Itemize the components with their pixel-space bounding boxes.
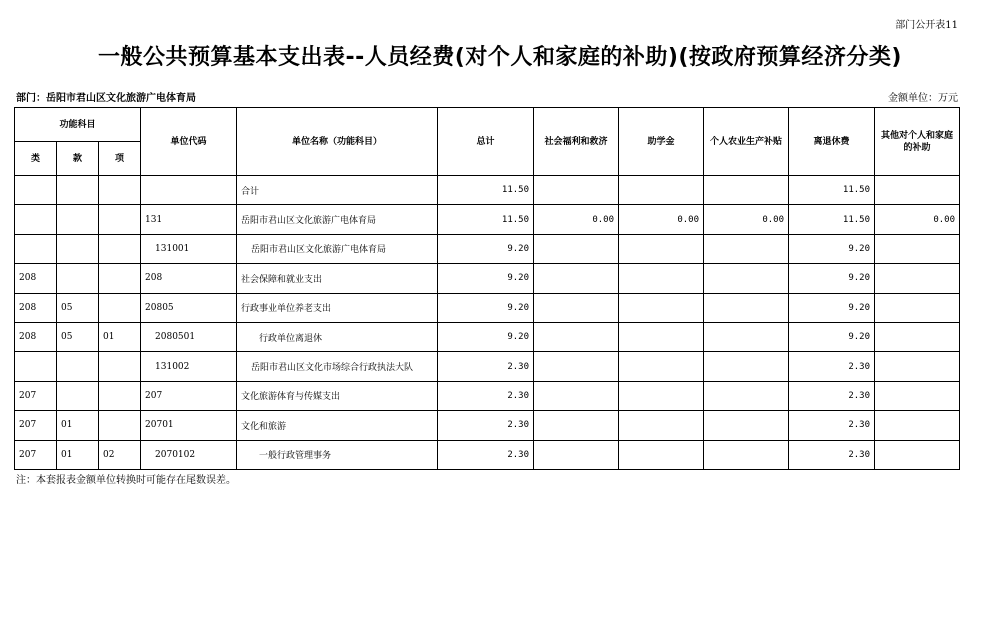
cell-retire: 9.20 xyxy=(789,234,875,263)
form-number: 部门公开表11 xyxy=(895,20,958,31)
table-row xyxy=(15,205,960,234)
cell-agri xyxy=(704,411,789,440)
cell-code: 131001 xyxy=(141,234,237,263)
cell-name: 岳阳市君山区文化旅游广电体育局 xyxy=(237,205,438,234)
header-retire: 离退休费 xyxy=(789,108,875,176)
cell-other xyxy=(875,234,960,263)
cell-welfare xyxy=(534,176,619,205)
cell-lei xyxy=(15,234,57,263)
table-row xyxy=(15,234,960,263)
cell-total: 9.20 xyxy=(438,234,534,263)
cell-welfare xyxy=(534,322,619,351)
cell-xiang xyxy=(99,234,141,263)
cell-lei xyxy=(15,352,57,381)
header-other: 其他对个人和家庭的补助 xyxy=(875,108,960,176)
cell-grant xyxy=(619,234,704,263)
cell-kuan: 05 xyxy=(57,293,99,322)
cell-name: 社会保障和就业支出 xyxy=(237,264,438,293)
cell-xiang xyxy=(99,205,141,234)
cell-name: 岳阳市君山区文化旅游广电体育局 xyxy=(237,234,438,263)
header-kuan: 款 xyxy=(57,142,99,176)
table-row xyxy=(15,352,960,381)
header-agri: 个人农业生产补贴 xyxy=(704,108,789,176)
cell-agri xyxy=(704,176,789,205)
cell-total: 2.30 xyxy=(438,411,534,440)
cell-kuan: 01 xyxy=(57,440,99,469)
table-row xyxy=(15,411,960,440)
cell-xiang xyxy=(99,176,141,205)
cell-kuan xyxy=(57,264,99,293)
cell-code xyxy=(141,176,237,205)
cell-agri xyxy=(704,264,789,293)
cell-welfare xyxy=(534,293,619,322)
cell-lei: 207 xyxy=(15,440,57,469)
budget-table xyxy=(14,107,960,470)
cell-kuan xyxy=(57,234,99,263)
cell-lei xyxy=(15,205,57,234)
cell-code: 208 xyxy=(141,264,237,293)
cell-code: 131 xyxy=(141,205,237,234)
cell-other xyxy=(875,352,960,381)
cell-grant xyxy=(619,352,704,381)
cell-welfare: 0.00 xyxy=(534,205,619,234)
cell-name: 行政单位离退休 xyxy=(237,322,438,351)
cell-agri: 0.00 xyxy=(704,205,789,234)
cell-retire: 11.50 xyxy=(789,176,875,205)
cell-code: 2080501 xyxy=(141,322,237,351)
cell-total: 11.50 xyxy=(438,176,534,205)
cell-name: 文化和旅游 xyxy=(237,411,438,440)
cell-lei xyxy=(15,176,57,205)
cell-total: 11.50 xyxy=(438,205,534,234)
cell-grant xyxy=(619,264,704,293)
cell-kuan xyxy=(57,205,99,234)
header-welfare: 社会福利和救济 xyxy=(534,108,619,176)
cell-grant xyxy=(619,322,704,351)
cell-agri xyxy=(704,381,789,410)
cell-retire: 9.20 xyxy=(789,293,875,322)
cell-name: 合计 xyxy=(237,176,438,205)
cell-lei: 207 xyxy=(15,381,57,410)
header-xiang: 项 xyxy=(99,142,141,176)
cell-total: 9.20 xyxy=(438,264,534,293)
cell-agri xyxy=(704,322,789,351)
cell-welfare xyxy=(534,381,619,410)
cell-name: 文化旅游体育与传媒支出 xyxy=(237,381,438,410)
table-header xyxy=(15,108,960,176)
cell-lei: 207 xyxy=(15,411,57,440)
header-total: 总计 xyxy=(438,108,534,176)
cell-retire: 2.30 xyxy=(789,440,875,469)
table-row xyxy=(15,176,960,205)
department-label: 部门：岳阳市君山区文化旅游广电体育局 xyxy=(16,93,196,104)
cell-kuan xyxy=(57,176,99,205)
cell-other xyxy=(875,411,960,440)
cell-xiang xyxy=(99,411,141,440)
cell-name: 行政事业单位养老支出 xyxy=(237,293,438,322)
cell-welfare xyxy=(534,411,619,440)
cell-xiang xyxy=(99,381,141,410)
cell-lei: 208 xyxy=(15,264,57,293)
cell-other xyxy=(875,381,960,410)
cell-total: 2.30 xyxy=(438,381,534,410)
cell-kuan: 01 xyxy=(57,411,99,440)
cell-total: 2.30 xyxy=(438,352,534,381)
cell-agri xyxy=(704,440,789,469)
cell-grant xyxy=(619,176,704,205)
cell-grant xyxy=(619,293,704,322)
header-func: 功能科目 xyxy=(15,108,141,142)
cell-total: 9.20 xyxy=(438,293,534,322)
header-grant: 助学金 xyxy=(619,108,704,176)
cell-welfare xyxy=(534,234,619,263)
cell-total: 9.20 xyxy=(438,322,534,351)
cell-lei: 208 xyxy=(15,293,57,322)
cell-kuan xyxy=(57,381,99,410)
cell-code: 207 xyxy=(141,381,237,410)
cell-grant xyxy=(619,440,704,469)
cell-name: 岳阳市君山区文化市场综合行政执法大队 xyxy=(237,352,438,381)
footnote: 注：本套报表金额单位转换时可能存在尾数误差。 xyxy=(16,475,236,486)
cell-kuan xyxy=(57,352,99,381)
cell-retire: 9.20 xyxy=(789,322,875,351)
table-row xyxy=(15,381,960,410)
cell-other: 0.00 xyxy=(875,205,960,234)
cell-agri xyxy=(704,352,789,381)
cell-welfare xyxy=(534,352,619,381)
cell-other xyxy=(875,440,960,469)
cell-kuan: 05 xyxy=(57,322,99,351)
cell-agri xyxy=(704,234,789,263)
cell-code: 20701 xyxy=(141,411,237,440)
cell-welfare xyxy=(534,264,619,293)
cell-code: 2070102 xyxy=(141,440,237,469)
cell-retire: 9.20 xyxy=(789,264,875,293)
cell-xiang xyxy=(99,293,141,322)
cell-welfare xyxy=(534,440,619,469)
cell-code: 20805 xyxy=(141,293,237,322)
header-code: 单位代码 xyxy=(141,108,237,176)
header-lei: 类 xyxy=(15,142,57,176)
cell-retire: 2.30 xyxy=(789,411,875,440)
cell-xiang: 01 xyxy=(99,322,141,351)
cell-agri xyxy=(704,293,789,322)
cell-other xyxy=(875,322,960,351)
table-row xyxy=(15,264,960,293)
cell-code: 131002 xyxy=(141,352,237,381)
cell-other xyxy=(875,176,960,205)
cell-retire: 2.30 xyxy=(789,381,875,410)
table-row xyxy=(15,440,960,469)
cell-retire: 11.50 xyxy=(789,205,875,234)
cell-xiang: 02 xyxy=(99,440,141,469)
cell-name: 一般行政管理事务 xyxy=(237,440,438,469)
page-title: 一般公共预算基本支出表--人员经费(对个人和家庭的补助)(按政府预算经济分类) xyxy=(98,45,902,70)
cell-total: 2.30 xyxy=(438,440,534,469)
table-row xyxy=(15,322,960,351)
unit-label: 金额单位：万元 xyxy=(888,93,958,104)
cell-grant xyxy=(619,381,704,410)
cell-retire: 2.30 xyxy=(789,352,875,381)
table-body xyxy=(15,176,960,470)
cell-grant: 0.00 xyxy=(619,205,704,234)
table-row xyxy=(15,293,960,322)
cell-xiang xyxy=(99,352,141,381)
cell-grant xyxy=(619,411,704,440)
cell-other xyxy=(875,293,960,322)
cell-xiang xyxy=(99,264,141,293)
cell-lei: 208 xyxy=(15,322,57,351)
cell-other xyxy=(875,264,960,293)
header-name: 单位名称（功能科目） xyxy=(237,108,438,176)
